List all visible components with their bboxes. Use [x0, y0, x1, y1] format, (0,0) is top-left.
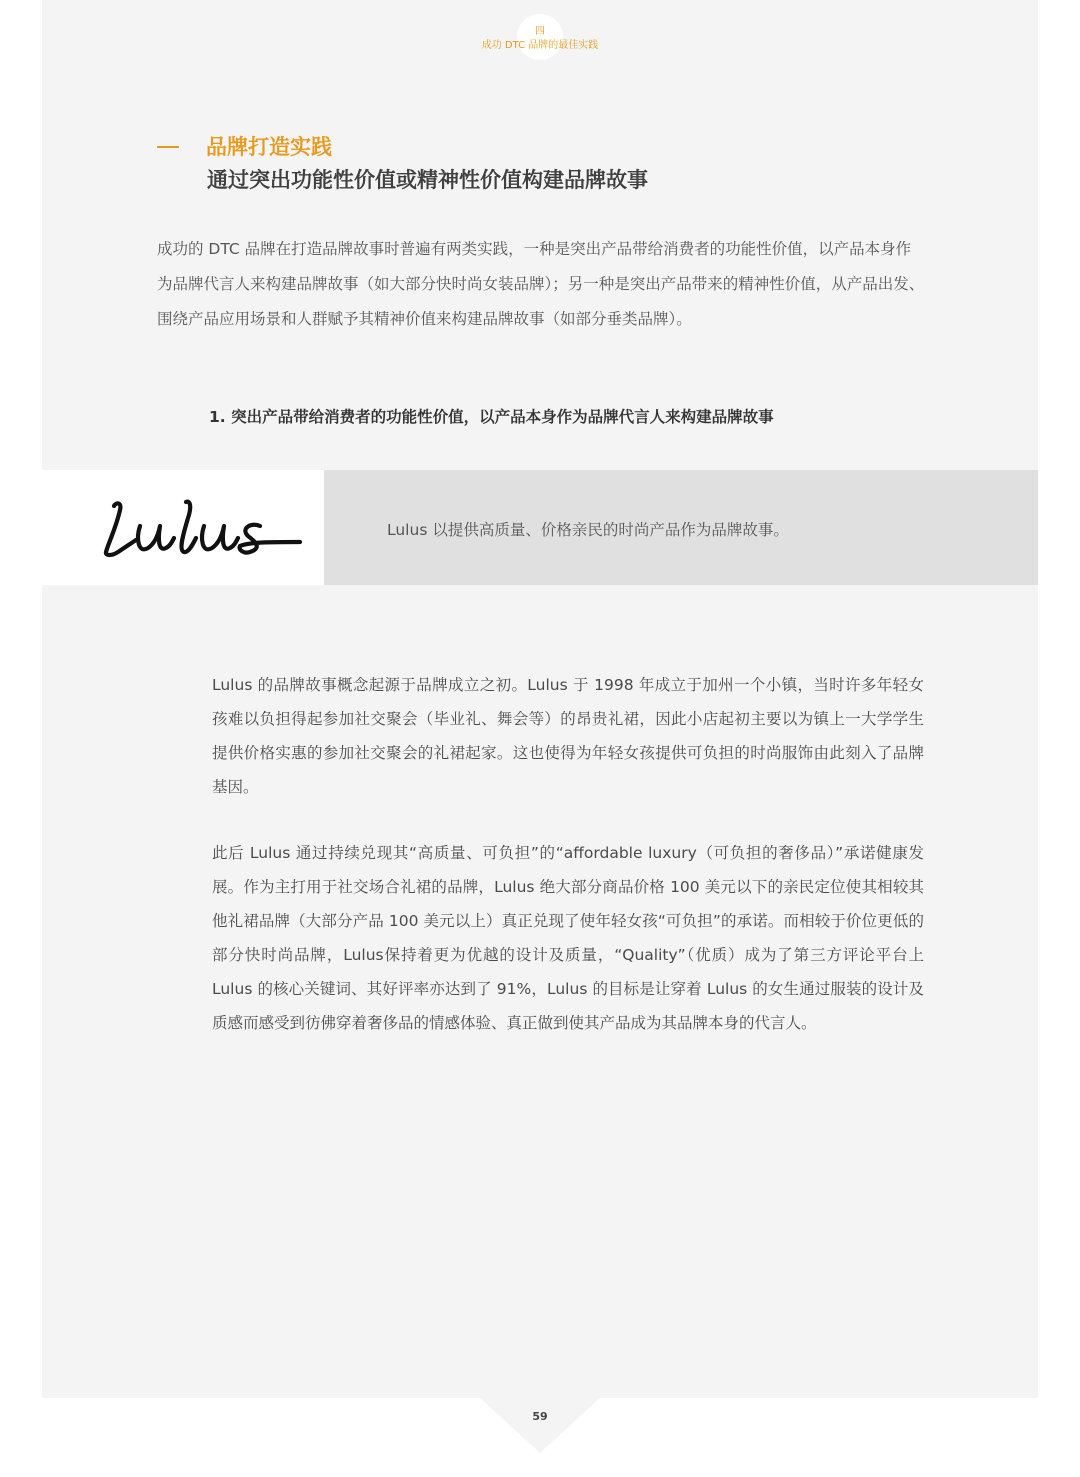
- brand-logo-box: [42, 470, 324, 585]
- page-tab: [480, 1398, 600, 1453]
- section-title: 品牌打造实践: [206, 135, 332, 159]
- lulus-logo: [100, 496, 305, 558]
- intro-paragraph: 成功的 DTC 品牌在打造品牌故事时普遍有两类实践，一种是突出产品带给消费者的功能性价值，以产品本身作为品牌代言人来构建品牌故事（如大部分快时尚女装品牌）；另一种是突出产品带来的精神性价值，从产品出发、围绕产品应用场景和人群赋予其精神价值来构建品牌故事（如部分垂类品牌）。: [157, 240, 925, 328]
- body-paragraph: Lulus 的品牌故事概念起源于品牌成立之初。Lulus 于 1998 年成立于加州一个小镇，当时许多年轻女孩难以负担得起参加社交聚会（毕业礼、舞会等）的昂贵礼裙，因此小店起初主要以为镇上一大学学生提供价格实惠的参加社交聚会的礼裙起家。这也使得为年轻女孩提供可负担的时尚服饰由此刻入了品牌基因。: [212, 676, 924, 796]
- brand-caption: Lulus 以提供高质量、价格亲民的时尚产品作为品牌故事。: [387, 521, 789, 539]
- section-dash: [157, 146, 179, 148]
- item-heading: 1. 突出产品带给消费者的功能性价值，以产品本身作为品牌代言人来构建品牌故事: [209, 408, 774, 426]
- chapter-number: 四: [535, 26, 545, 37]
- section-subtitle: 通过突出功能性价值或精神性价值构建品牌故事: [207, 168, 648, 192]
- body-paragraph: 此后 Lulus 通过持续兑现其“高质量、可负担”的“affordable luxury（可负担的奢侈品）”承诺健康发展。作为主打用于社交场合礼裙的品牌，Lulus 绝大部分商品价格 100 美元以下的亲民定位使其相较其他礼裙品牌（大部分产品 100 美元以上）真正兑现了使年轻女孩“可负担”的承诺。而相较于价位更低的部分快时尚品牌，Lulus保持着更为优越的设计及质量，“Quality”（优质）成为了第三方评论平台上 Lulus 的核心关键词、其好评率亦达到了 91%，Lulus 的目标是让穿着 Lulus 的女生通过服装的设计及质感而感受到彷佛穿着奢侈品的情感体验、真正做到使其产品成为其品牌本身的代言人。: [212, 844, 924, 1032]
- page-number: 59: [532, 1410, 548, 1423]
- chapter-title: 成功 DTC 品牌的最佳实践: [481, 40, 599, 51]
